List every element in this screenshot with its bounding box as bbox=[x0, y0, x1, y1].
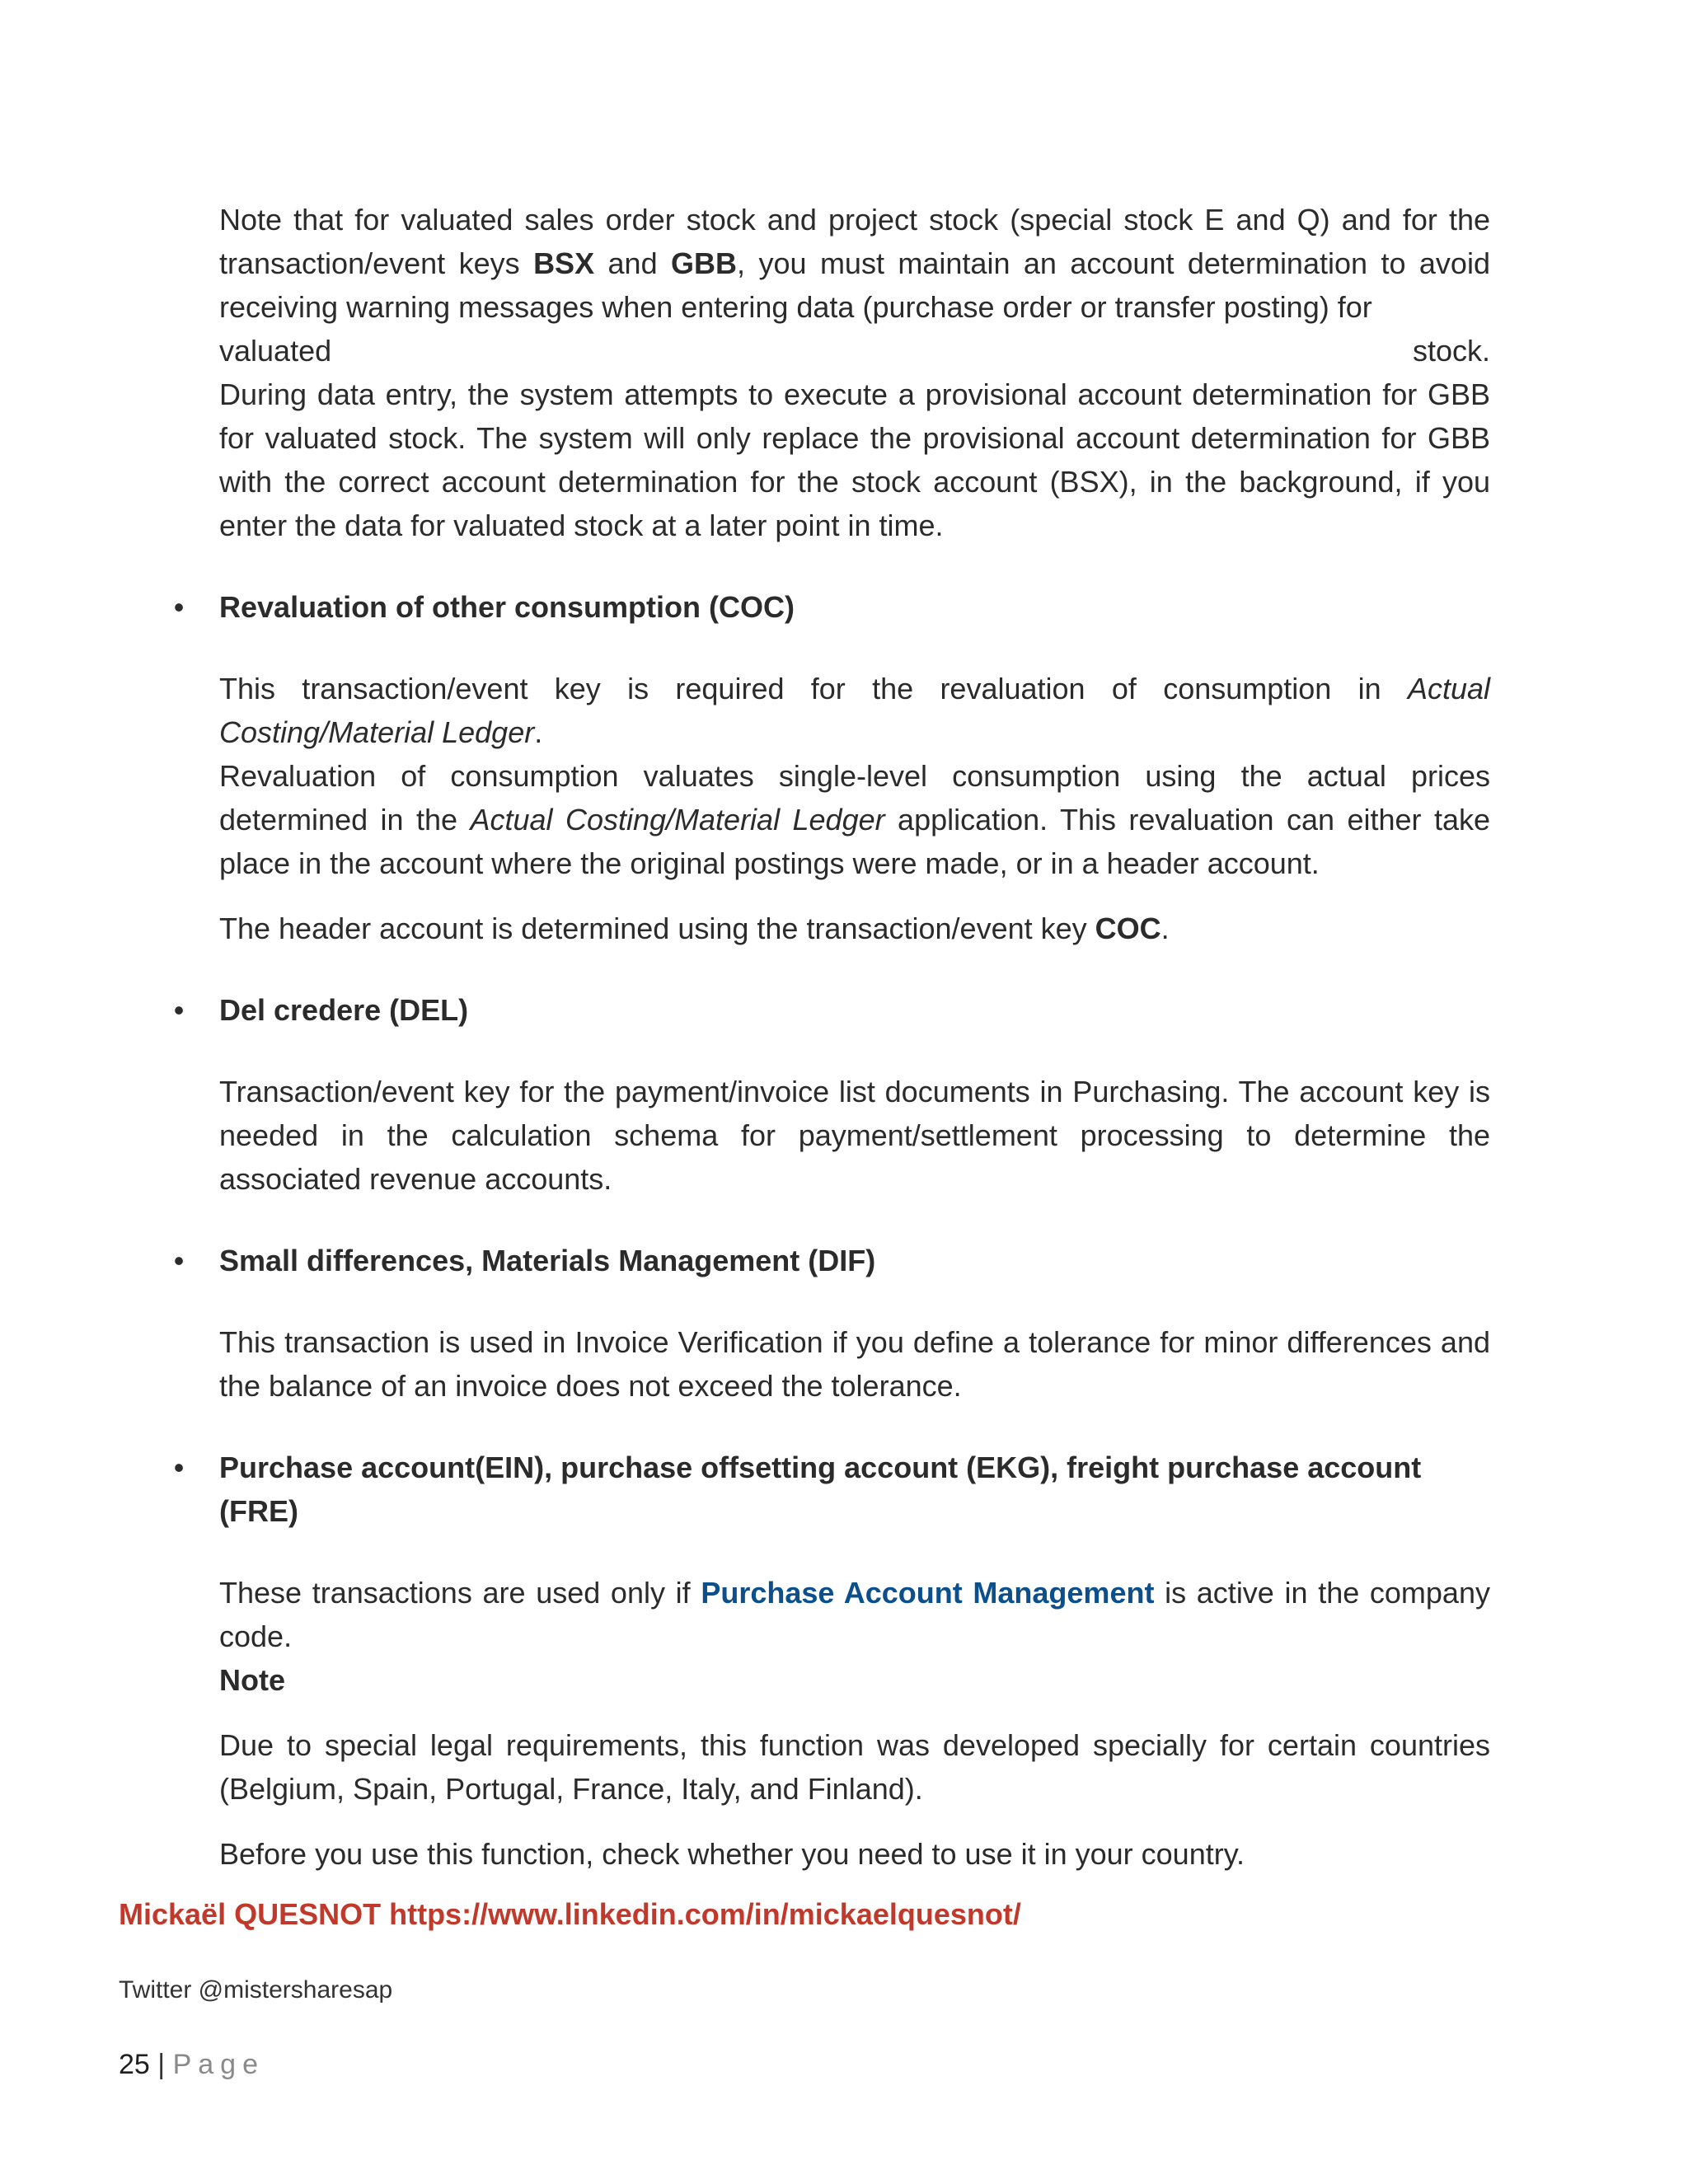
coc-p3-end: . bbox=[1160, 912, 1170, 945]
intro-paragraph bbox=[219, 198, 1490, 329]
bullet-ein-title bbox=[173, 1446, 1490, 1533]
bullet-del-title bbox=[173, 988, 1490, 1032]
bullet-del-title-text: Del credere (DEL) bbox=[219, 993, 469, 1027]
coc-p2-text: Revaluation of consumption valuates single-level consumption using the actual prices determined in the bbox=[219, 759, 1490, 837]
coc-p1-end: . bbox=[534, 715, 543, 749]
bullet-coc-title-text: Revaluation of other consumption (COC) bbox=[219, 590, 795, 624]
note-heading: Note bbox=[219, 1663, 285, 1697]
coc-paragraph-1 bbox=[219, 667, 1490, 754]
coc-paragraph-3 bbox=[219, 907, 1490, 950]
bullet-ein-title-text: Purchase account(EIN), purchase offsetting account (EKG), freight purchase account (FRE) bbox=[219, 1451, 1422, 1528]
ein-paragraph-2: Due to special legal requirements, this function was developed specially for certain countries (Belgium, Spain, Portugal, France, Italy, and Finland). bbox=[219, 1728, 1490, 1806]
ein-p1-end: is active in the company code. bbox=[219, 1576, 1490, 1653]
purchase-account-management-link[interactable]: Purchase Account Management bbox=[701, 1576, 1155, 1610]
bullet-dif-title bbox=[173, 1239, 1490, 1282]
bullet-dif-title-text: Small differences, Materials Management (DIF) bbox=[219, 1244, 876, 1277]
ein-p1-text: These transactions are used only if bbox=[219, 1576, 701, 1610]
coc-p2-italic: Actual Costing/Material Ledger bbox=[470, 803, 885, 837]
author-linkedin-link[interactable]: Mickaël QUESNOT https://www.linkedin.com/in/mickaelquesnot/ bbox=[119, 1897, 1021, 1931]
key-gbb: GBB bbox=[671, 246, 738, 280]
page-number: 25 bbox=[119, 2049, 150, 2080]
page-footer bbox=[119, 2049, 265, 2081]
coc-p2-end: application. This revaluation can either take place in the account where the original postings were made, or in a header account. bbox=[219, 803, 1490, 880]
page-separator: | bbox=[157, 2049, 166, 2080]
coc-p3-text: The header account is determined using the transaction/event key bbox=[219, 912, 1095, 945]
key-bsx: BSX bbox=[533, 246, 595, 280]
twitter-handle: Twitter @mistersharesap bbox=[119, 1976, 393, 2004]
intro-stretched-line bbox=[219, 329, 1490, 373]
del-paragraph: Transaction/event key for the payment/invoice list documents in Purchasing. The account key is needed in the calculation schema for payment/settlement processing to determine the associated revenue accounts. bbox=[219, 1075, 1490, 1196]
ein-paragraph-3: Before you use this function, check whether you need to use it in your country. bbox=[219, 1837, 1245, 1871]
bullet-dot: • bbox=[173, 993, 185, 1027]
key-coc: COC bbox=[1095, 912, 1161, 945]
page-word: Page bbox=[172, 2049, 265, 2080]
intro-and: and bbox=[594, 246, 672, 280]
coc-p1-italic: Actual Costing/Material Ledger bbox=[219, 672, 1490, 749]
page-content bbox=[173, 198, 1490, 1876]
dif-paragraph: This transaction is used in Invoice Verification if you define a tolerance for minor differences and the balance of an invoice does not exceed the tolerance. bbox=[219, 1325, 1490, 1403]
coc-p1-text: This transaction/event key is required for the revaluation of consumption in bbox=[219, 672, 1408, 705]
intro-stock: stock. bbox=[1412, 334, 1490, 368]
bullet-dot: • bbox=[173, 1451, 185, 1484]
intro-text-2: , you must maintain an account determination to avoid receiving warning messages when entering data (purchase order or transfer posting) for bbox=[219, 246, 1490, 324]
ein-paragraph-1 bbox=[219, 1571, 1490, 1658]
bullet-coc-title bbox=[173, 585, 1490, 629]
intro-text-1: Note that for valuated sales order stock and project stock (special stock E and Q) and for the transaction/event keys bbox=[219, 203, 1490, 280]
bullet-dot: • bbox=[173, 590, 185, 624]
intro-paragraph-2: During data entry, the system attempts to execute a provisional account determination for GBB for valuated stock. The system will only replace the provisional account determination for GBB with the correct account determination for the stock account (BSX), in the background, if you enter the data for valuated stock at a later point in time. bbox=[219, 377, 1490, 542]
coc-paragraph-2 bbox=[219, 754, 1490, 885]
intro-valuated: valuated bbox=[219, 334, 332, 368]
bullet-dot: • bbox=[173, 1244, 185, 1277]
